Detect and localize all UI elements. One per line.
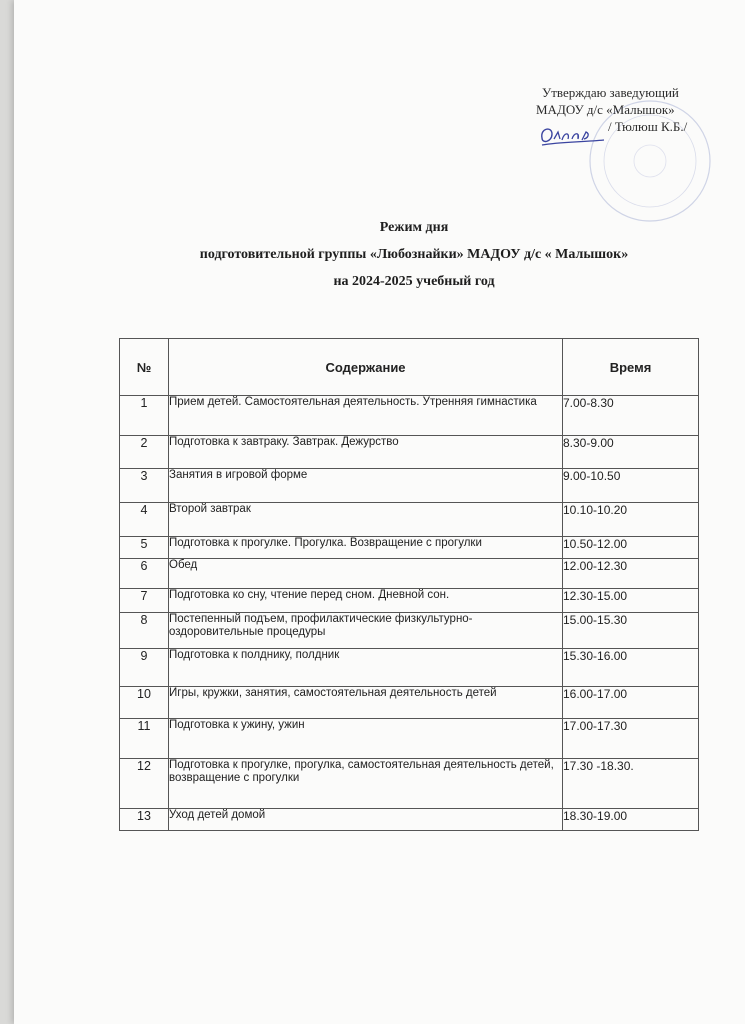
row-time: 15.30-16.00: [563, 649, 699, 687]
row-time: 18.30-19.00: [563, 809, 699, 831]
table-row: [120, 436, 699, 469]
table-row: [120, 396, 699, 436]
row-content: Игры, кружки, занятия, самостоятельная деятельность детей: [169, 687, 563, 719]
row-content: Прием детей. Самостоятельная деятельность. Утренняя гимнастика: [169, 396, 563, 436]
row-number: 12: [120, 759, 169, 809]
row-time: 8.30-9.00: [563, 436, 699, 469]
row-number: 10: [120, 687, 169, 719]
row-number: 3: [120, 469, 169, 503]
title-line-1: Режим дня: [379, 220, 449, 235]
table-row: [120, 589, 699, 613]
header-time: Время: [563, 339, 699, 396]
row-time: 9.00-10.50: [563, 469, 699, 503]
row-time: 15.00-15.30: [563, 613, 699, 649]
row-number: 1: [120, 396, 169, 436]
row-content: Постепенный подъем, профилактические физкультурно-оздоровительные процедуры: [169, 613, 563, 649]
row-time: 16.00-17.00: [563, 687, 699, 719]
table-row: [120, 809, 699, 831]
schedule-table: [119, 338, 699, 831]
handwritten-signature: [538, 120, 608, 150]
row-content: Подготовка к полднику, полдник: [169, 649, 563, 687]
row-number: 5: [120, 537, 169, 559]
row-time: 12.00-12.30: [563, 559, 699, 589]
row-time: 17.30 -18.30.: [563, 759, 699, 809]
row-content: Второй завтрак: [169, 503, 563, 537]
row-number: 7: [120, 589, 169, 613]
row-time: 10.50-12.00: [563, 537, 699, 559]
row-time: 7.00-8.30: [563, 396, 699, 436]
row-number: 4: [120, 503, 169, 537]
row-content: Подготовка к прогулке, прогулка, самостоятельная деятельность детей, возвращение с прогулки: [169, 759, 563, 809]
row-number: 2: [120, 436, 169, 469]
table-row: [120, 503, 699, 537]
table-header-row: [120, 339, 699, 396]
row-time: 10.10-10.20: [563, 503, 699, 537]
header-number: №: [120, 339, 169, 396]
document-title: [134, 214, 694, 295]
header-content: Содержание: [169, 339, 563, 396]
approval-line-1: Утверждаю заведующий: [542, 85, 679, 100]
row-content: Уход детей домой: [169, 809, 563, 831]
row-number: 9: [120, 649, 169, 687]
approval-line-3: / Тюлюш К.Б./: [608, 119, 688, 134]
row-content: Обед: [169, 559, 563, 589]
title-line-3: на 2024-2025 учебный год: [333, 274, 495, 289]
row-time: 17.00-17.30: [563, 719, 699, 759]
table-row: [120, 649, 699, 687]
table-row: [120, 537, 699, 559]
row-content: Подготовка к завтраку. Завтрак. Дежурство: [169, 436, 563, 469]
document-page: [14, 0, 745, 1024]
row-content: Занятия в игровой форме: [169, 469, 563, 503]
table-row: [120, 759, 699, 809]
row-content: Подготовка ко сну, чтение перед сном. Дневной сон.: [169, 589, 563, 613]
row-content: Подготовка к прогулке. Прогулка. Возвращение с прогулки: [169, 537, 563, 559]
row-time: 12.30-15.00: [563, 589, 699, 613]
table-row: [120, 687, 699, 719]
row-content: Подготовка к ужину, ужин: [169, 719, 563, 759]
table-row: [120, 559, 699, 589]
approval-line-2: МАДОУ д/с «Малышок»: [536, 102, 675, 117]
row-number: 13: [120, 809, 169, 831]
title-line-2: подготовительной группы «Любознайки» МАДОУ д/с « Малышок»: [199, 247, 629, 262]
table-row: [120, 719, 699, 759]
row-number: 8: [120, 613, 169, 649]
row-number: 11: [120, 719, 169, 759]
table-row: [120, 469, 699, 503]
row-number: 6: [120, 559, 169, 589]
table-row: [120, 613, 699, 649]
